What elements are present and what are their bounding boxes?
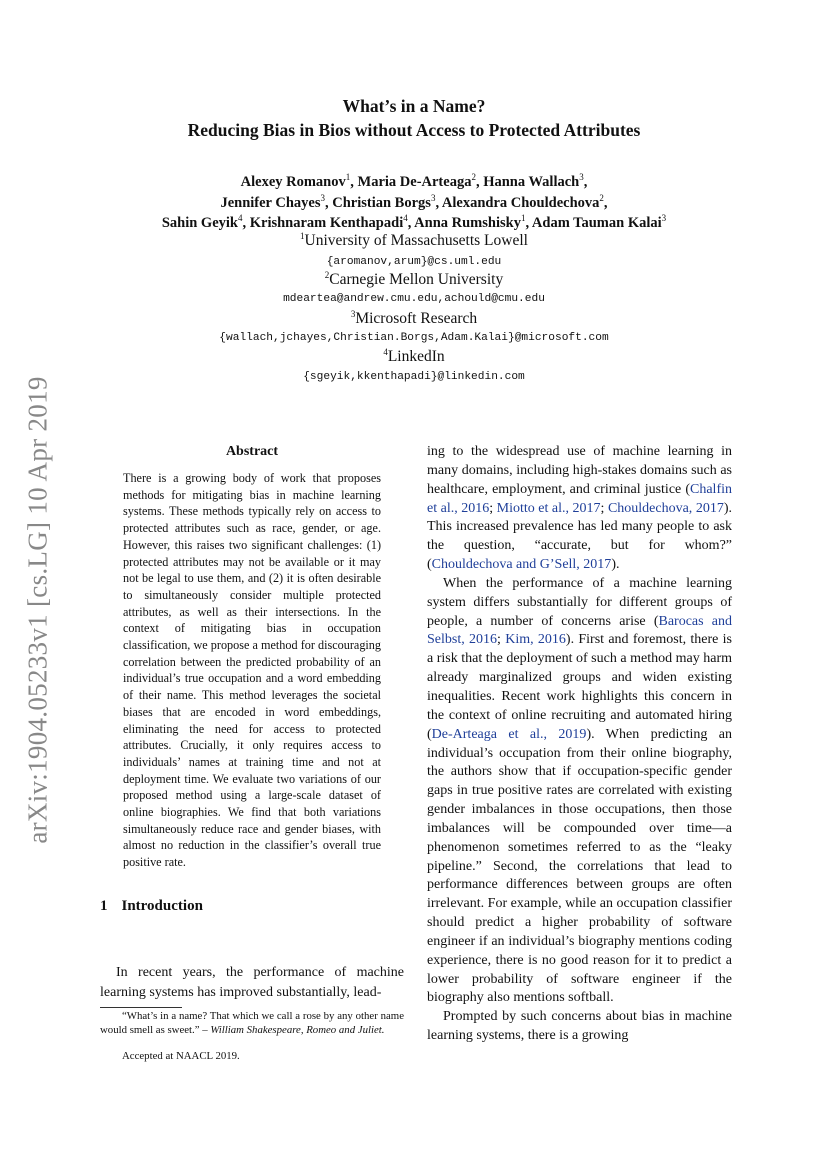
author-affiliation-marker: 3	[579, 172, 584, 182]
citation-link[interactable]: Kim, 2016	[505, 632, 566, 648]
footnote-quote-text: “What’s in a name? That which we call a rose by any other name would smell as sweet.” –	[100, 1010, 404, 1036]
abstract-heading: Abstract	[225, 444, 279, 459]
author-name: Adam Tauman Kalai	[531, 214, 662, 231]
right-paragraph-3: Prompted by such concerns about bias in machine learning systems, there is a growing	[427, 1009, 732, 1044]
author-line-2: Jennifer Chayes$^3$, Christian Borgs$^3$, Alexandra Chouldechova$^2$,	[220, 193, 608, 211]
citation-link[interactable]: Chouldechova and G’Sell, 2017	[431, 557, 612, 573]
affiliation-2	[0, 270, 828, 289]
right-paragraph-1: ing to the widespread use of machine learning in many domains, including high-stakes domains such as healthcare, employment, and criminal justice (Chalfin et al., 2016; Miotto et al., 2017; Chouldechova, 2017). This increased prevalence has led many people to ask the question, “accurate, but for whom?” (Chouldechova and G’Sell, 2017).	[427, 444, 732, 573]
footnote-accepted: Accepted at NAACL 2019.	[122, 1050, 240, 1062]
abstract-body: There is a growing body of work that proposes methods for mitigating bias in machine learning systems. These methods typically rely on access to protected attributes such as race, gender, or age. However, this raises two significant challenges: (1) protected attributes may not be available or it may not be legal to use them, and (2) it is often desirable to simultaneously consider multiple protected attributes, as well as their intersections. In the context of mitigating bias in occupation classification, we propose a method for discouraging correlation between the predicted probability of an individual’s true occupation and a word embedding of their name. This method leverages the societal biases that are encoded in word embeddings, eliminating the need for access to protected attributes. Crucially, it only requires access to individuals’ names at training time and not at deployment time. We evaluate two variations of our proposed method using a large-scale dataset of online biographies. We find that both variations simultaneously reduce race and gender biases, with almost no reduction in the classifier’s overall true positive rate.	[123, 471, 381, 870]
affiliation-1-email: {aromanov,arum}@cs.uml.edu	[326, 256, 502, 268]
affiliation-1	[0, 231, 828, 250]
author-line-1: Alexey Romanov$^1$, Maria De-Arteaga$^2$, Hanna Wallach$^3$,	[240, 172, 588, 190]
footnote-quote	[100, 1010, 404, 1037]
section-number: 1	[100, 898, 108, 914]
author-name: Jennifer Chayes	[220, 194, 321, 211]
citation-link[interactable]: Miotto et al., 2017	[496, 500, 601, 516]
affiliation-name: University of Massachusetts Lowell	[304, 232, 528, 250]
footnote-quote-attribution: William Shakespeare, Romeo and Juliet.	[210, 1023, 385, 1036]
intro-paragraph-start: In recent years, the performance of machine learning systems has improved substantially, lead-	[100, 965, 404, 1000]
author-name: Hanna Wallach	[483, 173, 580, 190]
author-affiliation-marker: 1	[345, 172, 351, 182]
affiliation-name: LinkedIn	[387, 348, 445, 366]
affiliation-name: Carnegie Mellon University	[329, 271, 504, 289]
author-affiliation-marker: 2	[471, 172, 476, 182]
citation-link[interactable]: De-Arteaga et al., 2019	[431, 726, 587, 742]
citation-link[interactable]: Barocas and Selbst, 2016	[427, 613, 732, 648]
author-name: Anna Rumshisky	[414, 214, 521, 231]
section-heading-introduction	[100, 898, 203, 915]
author-name: Sahin Geyik	[161, 214, 238, 231]
affiliation-4-email: {sgeyik,kkenthapadi}@linkedin.com	[303, 371, 525, 383]
author-name: Krishnaram Kenthapadi	[249, 214, 404, 231]
author-affiliation-marker: 2	[599, 193, 604, 203]
author-name: Alexandra Chouldechova	[441, 194, 600, 211]
author-affiliation-marker: 4	[403, 213, 408, 223]
author-affiliation-marker: 3	[320, 193, 325, 203]
author-name: Maria De-Arteaga	[357, 173, 472, 190]
arxiv-identifier-stamp: arXiv:1904.05233v1 [cs.LG] 10 Apr 2019	[22, 376, 53, 844]
author-name: Christian Borgs	[332, 194, 431, 211]
affiliation-3	[0, 309, 828, 328]
affiliation-marker: 4	[383, 347, 388, 357]
author-affiliation-marker: 3	[430, 193, 436, 203]
affiliation-marker: 3	[350, 309, 356, 319]
author-line-3: Sahin Geyik$^4$, Krishnaram Kenthapadi$^4$, Anna Rumshisky$^1$, Adam Tauman Kalai$^3$	[161, 213, 667, 231]
paper-title-line-1: What’s in a Name?	[342, 96, 486, 116]
citation-link[interactable]: Chalfin et al., 2016	[427, 481, 732, 516]
section-title: Introduction	[121, 898, 203, 914]
affiliation-name: Microsoft Research	[355, 310, 478, 328]
affiliation-2-email: mdeartea@andrew.cmu.edu,achould@cmu.edu	[283, 293, 545, 305]
right-paragraph-2: When the performance of a machine learning system differs substantially for different groups of people, a number of concerns arise (Barocas and Selbst, 2016; Kim, 2016). First and foremost, there is a risk that the deployment of such a method may harm already marginalized groups and widen existing inequalities. Recent work highlights this concern in the context of online recruiting and automated hiring (De-Arteaga et al., 2019). When predicting an individual’s occupation from their online biography, the authors show that if occupation-specific gender gaps in true positive rates are correlated with existing gender imbalances in those occupations, then those imbalances will be compounded over time—a phenomenon sometimes referred to as the “leaky pipeline.” Second, the correlations that lead to performance differences between groups are often irrelevant. For example, while an occupation classifier should predict a higher probability of software engineer if an individual’s biography mentions coding experience, there is no good reason for it to predict a lower probability of software engineer if the biography also mentions softball.	[427, 575, 733, 1006]
author-name: Alexey Romanov	[240, 173, 346, 190]
affiliation-marker: 2	[324, 270, 330, 280]
affiliation-marker: 1	[300, 231, 305, 241]
affiliation-3-email: {wallach,jchayes,Christian.Borgs,Adam.Kalai}@microsoft.com	[219, 332, 609, 344]
author-affiliation-marker: 4	[237, 213, 243, 223]
citation-link[interactable]: Chouldechova, 2017	[607, 500, 724, 516]
author-affiliation-marker: 3	[661, 213, 667, 223]
author-affiliation-marker: 1	[520, 213, 526, 223]
right-column	[427, 443, 732, 1046]
footnote-rule	[100, 1007, 182, 1008]
paper-title-line-2: Reducing Bias in Bios without Access to Protected Attributes	[187, 120, 641, 140]
affiliation-4	[0, 347, 828, 366]
